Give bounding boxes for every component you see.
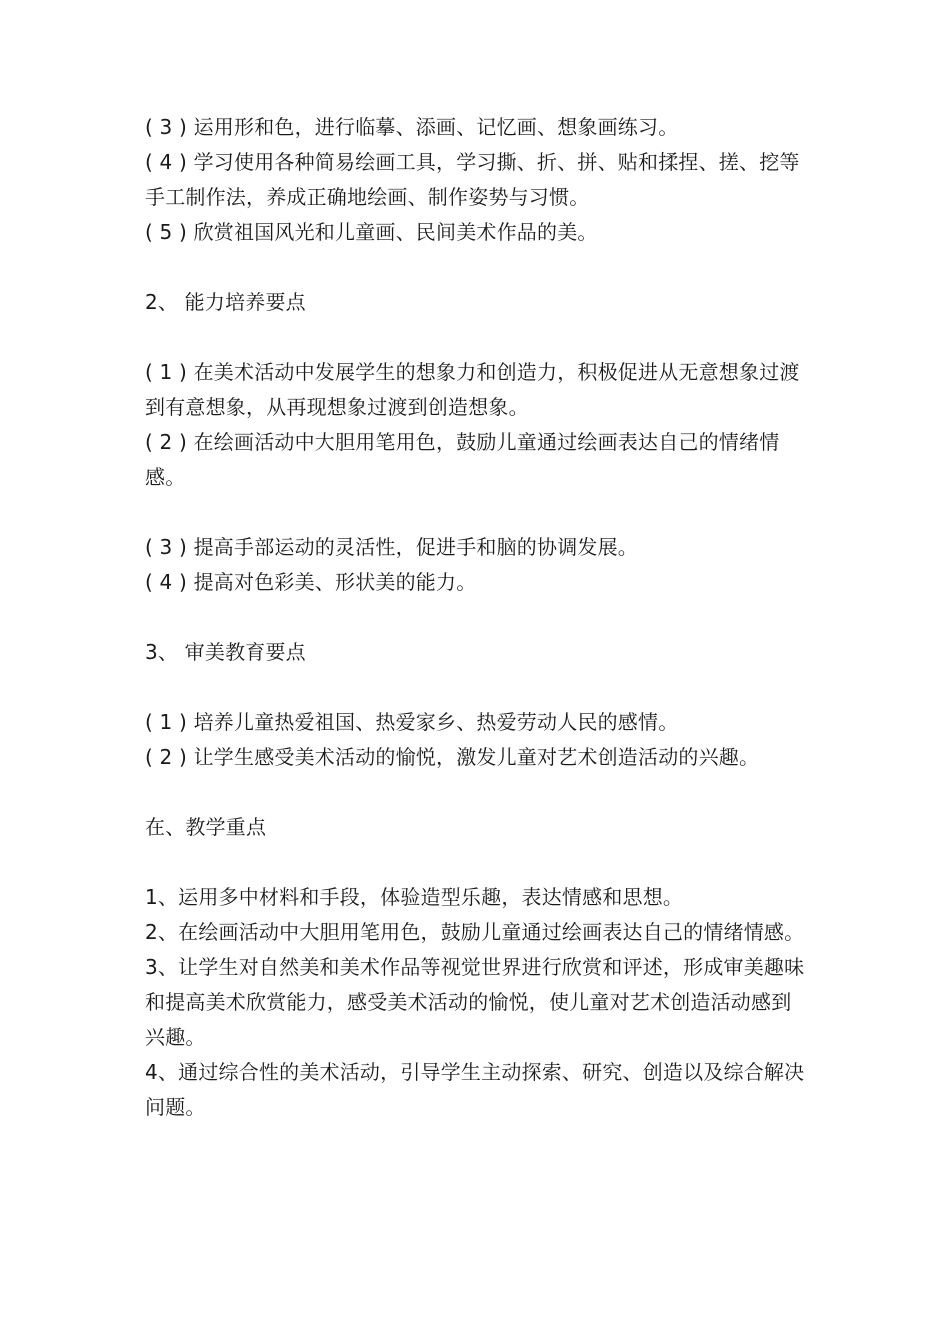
spacer [145, 600, 810, 635]
spacer [145, 320, 810, 355]
section-heading-aesthetic: 3、 审美教育要点 [145, 640, 306, 664]
paragraph-imagination: ( 1 ) 在美术活动中发展学生的想象力和创造力，积极促进从无意想象过渡到有意想象，从再现想象过渡到创造想象。 [145, 360, 800, 419]
spacer [145, 250, 810, 285]
list-item-comprehensive: 4、通过综合性的美术活动，引导学生主动探索、研究、创造以及综合解决问题。 [145, 1060, 805, 1119]
section-heading-ability: 2、 能力培养要点 [145, 290, 306, 314]
spacer [145, 670, 810, 705]
paragraph-hand-flexibility: ( 3 ) 提高手部运动的灵活性，促进手和脑的协调发展。 [145, 535, 639, 559]
document-body [145, 110, 810, 1125]
paragraph-color-shape: ( 4 ) 提高对色彩美、形状美的能力。 [145, 570, 477, 594]
paragraph-appreciation: ( 5 ) 欣赏祖国风光和儿童画、民间美术作品的美。 [145, 220, 598, 244]
paragraph-love-country: ( 1 ) 培养儿童热爱祖国、热爱家乡、热爱劳动人民的感情。 [145, 710, 679, 734]
spacer [145, 845, 810, 880]
spacer [145, 775, 810, 810]
paragraph-bold-color: ( 2 ) 在绘画活动中大胆用笔用色，鼓励儿童通过绘画表达自己的情绪情感。 [145, 430, 780, 489]
spacer [145, 495, 810, 530]
list-item-materials: 1、运用多中材料和手段，体验造型乐趣，表达情感和思想。 [145, 885, 684, 909]
list-item-bold-color: 2、在绘画活动中大胆用笔用色，鼓励儿童通过绘画表达自己的情绪情感。 [145, 920, 805, 944]
paragraph-art-joy: ( 2 ) 让学生感受美术活动的愉悦，激发儿童对艺术创造活动的兴趣。 [145, 745, 760, 769]
section-heading-teaching-focus: 在、教学重点 [145, 815, 267, 839]
paragraph-painting-practice: ( 3 ) 运用形和色，进行临摹、添画、记忆画、想象画练习。 [145, 115, 679, 139]
list-item-visual-world: 3、让学生对自然美和美术作品等视觉世界进行欣赏和评述，形成审美趣味和提高美术欣赏能力，感受美术活动的愉悦，使儿童对艺术创造活动感到兴趣。 [145, 955, 805, 1049]
paragraph-handcraft-tools: ( 4 ) 学习使用各种简易绘画工具，学习撕、折、拼、贴和揉捏、搓、挖等手工制作法，养成正确地绘画、制作姿势与习惯。 [145, 150, 800, 209]
